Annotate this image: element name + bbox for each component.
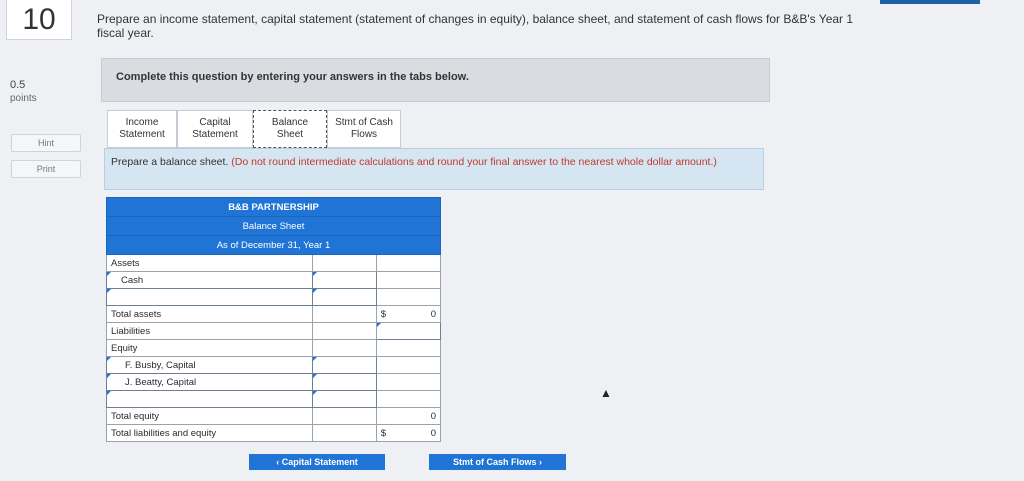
tab-capital-statement[interactable] — [177, 110, 253, 148]
liabilities-heading: Liabilities — [107, 323, 313, 340]
total-liabilities-equity-label: Total liabilities and equity — [107, 425, 313, 442]
tab-label-line1: Stmt of Cash — [335, 117, 393, 128]
print-button[interactable]: Print — [11, 160, 81, 178]
cell-empty — [376, 357, 440, 374]
total-liabilities-equity-amount — [376, 425, 440, 442]
cell-empty — [312, 425, 376, 442]
total-assets-label: Total assets — [107, 306, 313, 323]
total-equity-value: 0 — [430, 410, 436, 422]
table-row — [107, 357, 441, 374]
cell-empty — [312, 340, 376, 357]
cell-empty — [312, 306, 376, 323]
points-label: points — [10, 93, 37, 104]
tab-label-line1: Capital — [199, 117, 231, 128]
tab-balance-sheet[interactable] — [253, 110, 327, 148]
instruction-main: Prepare a balance sheet. — [111, 156, 229, 168]
mouse-pointer-icon: ▲ — [600, 386, 612, 400]
tab-income-statement[interactable] — [107, 110, 177, 148]
tab-label-line1: Balance Sheet — [271, 117, 309, 140]
beatty-capital-amount-input[interactable] — [312, 374, 376, 391]
currency-symbol: $ — [380, 427, 387, 439]
cell-empty — [376, 255, 440, 272]
tab-label-line2: Statement — [119, 129, 165, 140]
cell-empty — [312, 408, 376, 425]
company-name: B&B PARTNERSHIP — [107, 198, 441, 217]
statement-title: Balance Sheet — [107, 217, 441, 236]
points-indicator — [10, 78, 37, 106]
assets-heading: Assets — [107, 255, 313, 272]
currency-symbol: $ — [380, 308, 387, 320]
table-row — [107, 408, 441, 425]
points-value: 0.5 — [10, 79, 26, 91]
prev-capital-statement-button[interactable]: ‹ Capital Statement — [249, 454, 385, 470]
cell-empty — [376, 340, 440, 357]
total-liabilities-equity-value: 0 — [430, 427, 436, 439]
question-number: 10 — [6, 0, 72, 40]
instruction-box — [104, 148, 764, 190]
table-row — [107, 272, 441, 289]
tab-label-line2: Statement — [192, 129, 238, 140]
liabilities-amount-input[interactable] — [376, 323, 440, 340]
cell-empty — [376, 391, 440, 408]
equity-amount-input[interactable] — [312, 391, 376, 408]
instruction-note: (Do not round intermediate calculations and round your final answer to the nearest whole dollar amount.) — [231, 156, 717, 168]
asset-label-input[interactable] — [107, 289, 313, 306]
instruction-banner — [101, 58, 770, 102]
tab-label-line2: Flows — [350, 129, 378, 140]
total-assets-value: 0 — [430, 308, 436, 320]
table-row — [107, 289, 441, 306]
table-row — [107, 391, 441, 408]
table-row — [107, 340, 441, 357]
busby-capital-amount-input[interactable] — [312, 357, 376, 374]
top-accent-bar — [880, 0, 980, 4]
beatty-capital-label-input[interactable]: J. Beatty, Capital — [107, 374, 313, 391]
cell-empty — [312, 255, 376, 272]
question-text: Prepare an income statement, capital statement (statement of changes in equity), balance sheet, and statement of cash flows for B&B's Year 1 fiscal year. — [97, 12, 854, 40]
hint-button[interactable]: Hint — [11, 134, 81, 152]
cell-empty — [376, 272, 440, 289]
table-row — [107, 425, 441, 442]
statement-date: As of December 31, Year 1 — [107, 236, 441, 255]
table-row — [107, 323, 441, 340]
tab-label-line1: Income — [125, 117, 159, 128]
total-assets-amount — [376, 306, 440, 323]
asset-amount-input[interactable] — [312, 289, 376, 306]
cell-empty — [376, 289, 440, 306]
total-equity-label: Total equity — [107, 408, 313, 425]
cash-amount-input[interactable] — [312, 272, 376, 289]
banner-text: Complete this question by entering your answers in the tabs below. — [116, 71, 469, 83]
tab-cash-flows[interactable] — [327, 110, 401, 148]
table-row — [107, 306, 441, 323]
cash-label-input[interactable]: Cash — [107, 272, 313, 289]
answer-tabs — [107, 110, 401, 148]
cell-empty — [376, 374, 440, 391]
balance-sheet-table — [106, 197, 441, 442]
table-row — [107, 255, 441, 272]
total-equity-amount — [376, 408, 440, 425]
equity-heading: Equity — [107, 340, 313, 357]
table-row — [107, 374, 441, 391]
busby-capital-label-input[interactable]: F. Busby, Capital — [107, 357, 313, 374]
equity-label-input[interactable] — [107, 391, 313, 408]
cell-empty — [312, 323, 376, 340]
next-cash-flows-button[interactable]: Stmt of Cash Flows › — [429, 454, 566, 470]
